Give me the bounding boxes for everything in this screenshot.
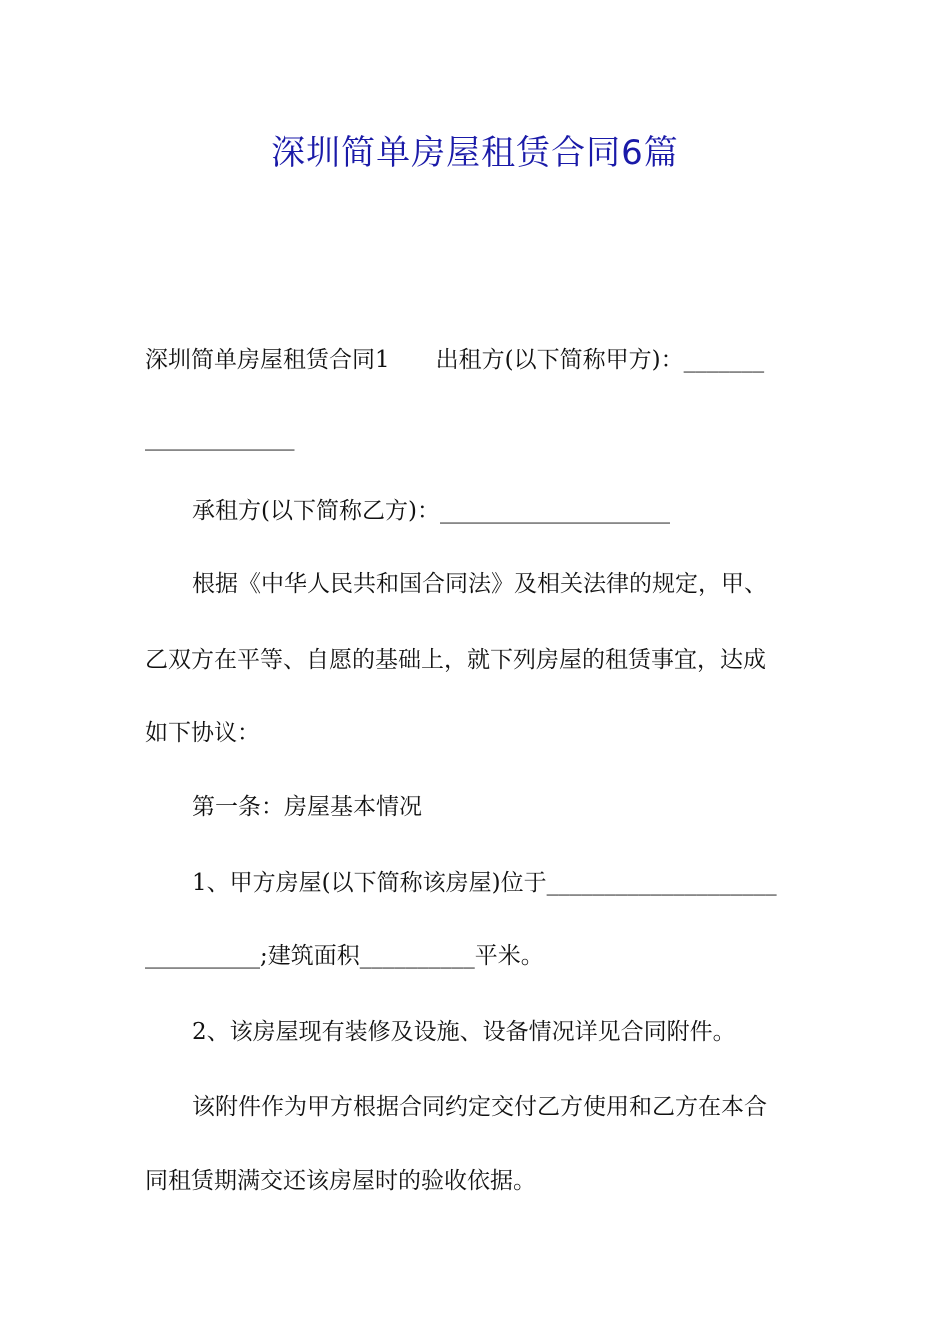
document-title: 深圳简单房屋租赁合同6篇 bbox=[271, 133, 679, 173]
paragraph-line-5: 乙双方在平等、自愿的基础上，就下列房屋的租赁事宜，达成 bbox=[145, 647, 766, 673]
paragraph-line-2: _____________ bbox=[145, 425, 295, 451]
paragraph-line-4: 根据《中华人民共和国合同法》及相关法律的规定，甲、 bbox=[192, 571, 767, 597]
paragraph-line-7: 第一条：房屋基本情况 bbox=[192, 794, 422, 820]
paragraph-line-10: 2、该房屋现有装修及设施、设备情况详见合同附件。 bbox=[192, 1019, 736, 1045]
paragraph-line-9: __________;建筑面积__________平米。 bbox=[145, 943, 544, 969]
paragraph-line-12: 同租赁期满交还该房屋时的验收依据。 bbox=[145, 1168, 536, 1194]
paragraph-line-1: 深圳简单房屋租赁合同1 出租方(以下简称甲方)：_______ bbox=[145, 347, 765, 373]
paragraph-line-8: 1、甲方房屋(以下简称该房屋)位于____________________ bbox=[192, 870, 777, 896]
paragraph-line-11: 该附件作为甲方根据合同约定交付乙方使用和乙方在本合 bbox=[192, 1094, 767, 1120]
paragraph-line-6: 如下协议： bbox=[145, 720, 260, 746]
paragraph-line-3: 承租方(以下简称乙方)：____________________ bbox=[192, 498, 670, 524]
